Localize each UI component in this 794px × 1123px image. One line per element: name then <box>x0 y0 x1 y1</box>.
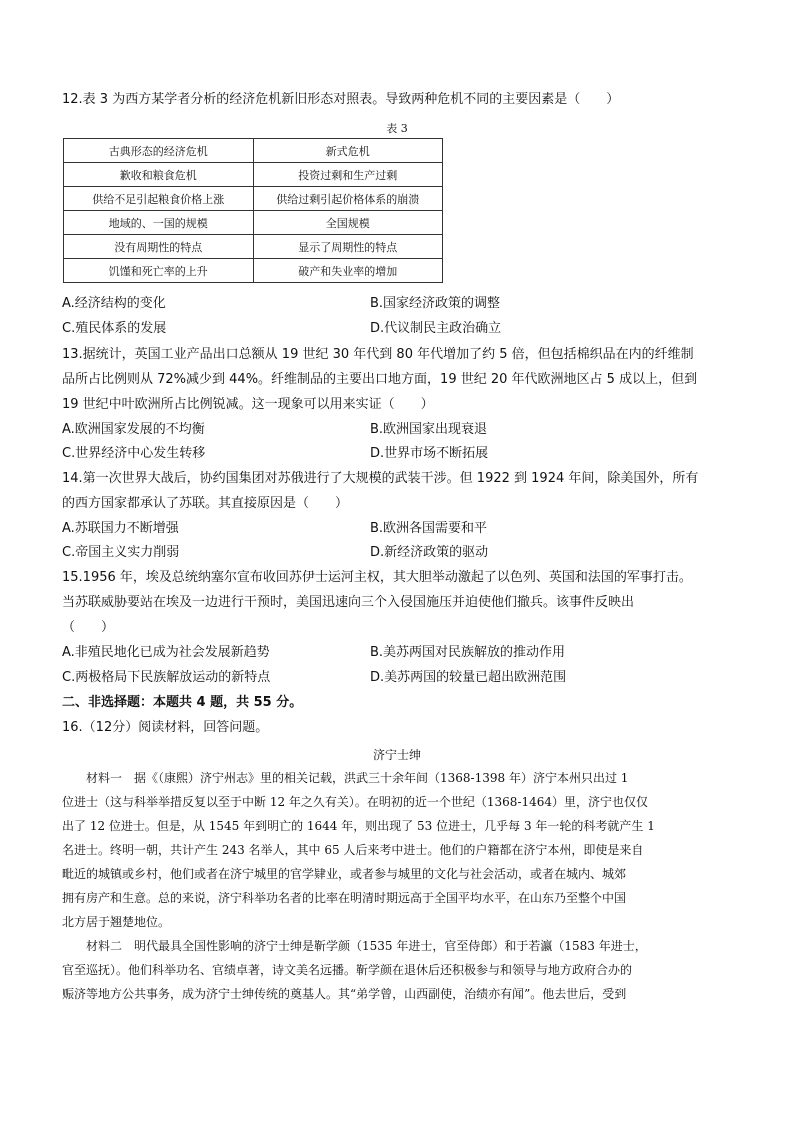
q14-option-a: A.苏联国力不断增强 <box>62 521 179 536</box>
q13-option-a: A.欧洲国家发展的不均衡 <box>62 422 205 437</box>
q13-option-c: C.世界经济中心发生转移 <box>62 446 206 461</box>
material-line: 北方居于翘楚地位。 <box>62 915 171 929</box>
q15-stem-line: 15.1956 年，埃及总统纳塞尔宣布收回苏伊士运河主权，其大胆举动激起了以色列、英国和法国的军事打击。 <box>62 570 692 585</box>
table-caption: 表 3 <box>386 122 408 135</box>
table-cell: 古典形态的经济危机 <box>64 139 254 163</box>
table-row <box>64 139 443 163</box>
material-line: 材料二 明代最具全国性影响的济宁士绅是靳学颜（1535 年进士，官至侍郎）和于若瀛（1583 年进士， <box>62 939 647 953</box>
q14-stem-line: 的西方国家都承认了苏联。其直接原因是（ ） <box>62 496 349 511</box>
table-row <box>64 211 443 235</box>
table-cell: 破产和失业率的增加 <box>253 259 443 283</box>
table-cell: 全国规模 <box>253 211 443 235</box>
table-cell: 显示了周期性的特点 <box>253 235 443 259</box>
q12-stem: 12.表 3 为西方某学者分析的经济危机新旧形态对照表。导致两种危机不同的主要因素是（ ） <box>62 92 620 107</box>
q15-stem-line: （ ） <box>62 620 115 635</box>
material-line: 赈济等地方公共事务，成为济宁士绅传统的奠基人。其“弟学曾，山西副使，治绩亦有闻”。他去世后，受到 <box>62 987 627 1001</box>
material-line: 毗近的城镇或乡村，他们或者在济宁城里的官学肄业，或者参与城里的文化与社会活动，或者在城内、城郊 <box>62 867 627 881</box>
table-cell: 没有周期性的特点 <box>64 235 254 259</box>
table-cell: 供给不足引起粮食价格上涨 <box>64 187 254 211</box>
material-line: 拥有房产和生意。总的来说，济宁科举功名者的比率在明清时期远高于全国平均水平，在山东乃至整个中国 <box>62 891 627 905</box>
table-cell: 饥馑和死亡率的上升 <box>64 259 254 283</box>
table-row <box>64 187 443 211</box>
q13-stem-line: 19 世纪中叶欧洲所占比例锐减。这一现象可以用来实证（ ） <box>62 397 434 412</box>
q12-option-b: B.国家经济政策的调整 <box>370 296 501 311</box>
q14-stem-line: 14.第一次世界大战后，协约国集团对苏俄进行了大规模的武装干涉。但 1922 到 1924 年间，除美国外，所有 <box>62 471 699 486</box>
material-line: 出了 12 位进士。但是，从 1545 年到明亡的 1644 年，则出现了 53 位进士，几乎每 3 年一轮的科考就产生 1 <box>62 819 655 833</box>
crisis-comparison-table <box>63 138 443 283</box>
q16-stem: 16.（12分）阅读材料，回答问题。 <box>62 720 269 735</box>
q15-option-a: A.非殖民地化已成为社会发展新趋势 <box>62 645 270 660</box>
table-cell: 供给过剩引起价格体系的崩溃 <box>253 187 443 211</box>
q13-stem-line: 13.据统计，英国工业产品出口总额从 19 世纪 30 年代到 80 年代增加了约 5 倍，但包括棉织品在内的纤维制 <box>62 347 694 362</box>
q15-stem-line: 当苏联威胁要站在埃及一边进行干预时，美国迅速向三个入侵国施压并迫使他们撤兵。该事件反映出 <box>62 595 635 610</box>
q15-option-b: B.美苏两国对民族解放的推动作用 <box>370 645 566 660</box>
table-cell: 歉收和粮食危机 <box>64 163 254 187</box>
material-line: 材料一 据《（康熙）济宁州志》里的相关记载，洪武三十余年间（1368-1398 年）济宁本州只出过 1 <box>62 771 629 785</box>
q15-option-c: C.两极格局下民族解放运动的新特点 <box>62 670 271 685</box>
material-line: 官至巡抚）。他们科举功名、官绩卓著，诗文美名远播。靳学颜在退休后还积极参与和领导与地方政府合办的 <box>62 963 633 977</box>
q13-option-d: D.世界市场不断拓展 <box>370 446 489 461</box>
q14-option-c: C.帝国主义实力削弱 <box>62 545 180 560</box>
table-cell: 地域的、一国的规模 <box>64 211 254 235</box>
q12-option-c: C.殖民体系的发展 <box>62 321 167 336</box>
table-cell: 新式危机 <box>253 139 443 163</box>
q12-option-d: D.代议制民主政治确立 <box>370 321 502 336</box>
q14-option-b: B.欧洲各国需要和平 <box>370 521 488 536</box>
material-line: 位进士（这与科举举措反复以至于中断 12 年之久有关）。在明初的近一个世纪（1368-1464）里，济宁也仅仅 <box>62 795 649 809</box>
q14-option-d: D.新经济政策的驱动 <box>370 545 489 560</box>
material-title: 济宁士绅 <box>372 748 421 762</box>
q15-option-d: D.美苏两国的较量已超出欧洲范围 <box>370 670 567 685</box>
table-row <box>64 163 443 187</box>
q13-stem-line: 品所占比例则从 72%减少到 44%。纤维制品的主要出口地方面，19 世纪 20 年代欧洲地区占 5 成以上，但到 <box>62 372 698 387</box>
q12-option-a: A.经济结构的变化 <box>62 296 166 311</box>
material-line: 名进士。终明一朝，共计产生 243 名举人，其中 65 人后来考中进士。他们的户籍都在济宁本州，即使是来自 <box>62 843 644 857</box>
q13-option-b: B.欧洲国家出现衰退 <box>370 422 488 437</box>
section-heading: 二、非选择题：本题共 4 题，共 55 分。 <box>62 695 303 710</box>
table-row <box>64 235 443 259</box>
table-row <box>64 259 443 283</box>
table-cell: 投资过剩和生产过剩 <box>253 163 443 187</box>
